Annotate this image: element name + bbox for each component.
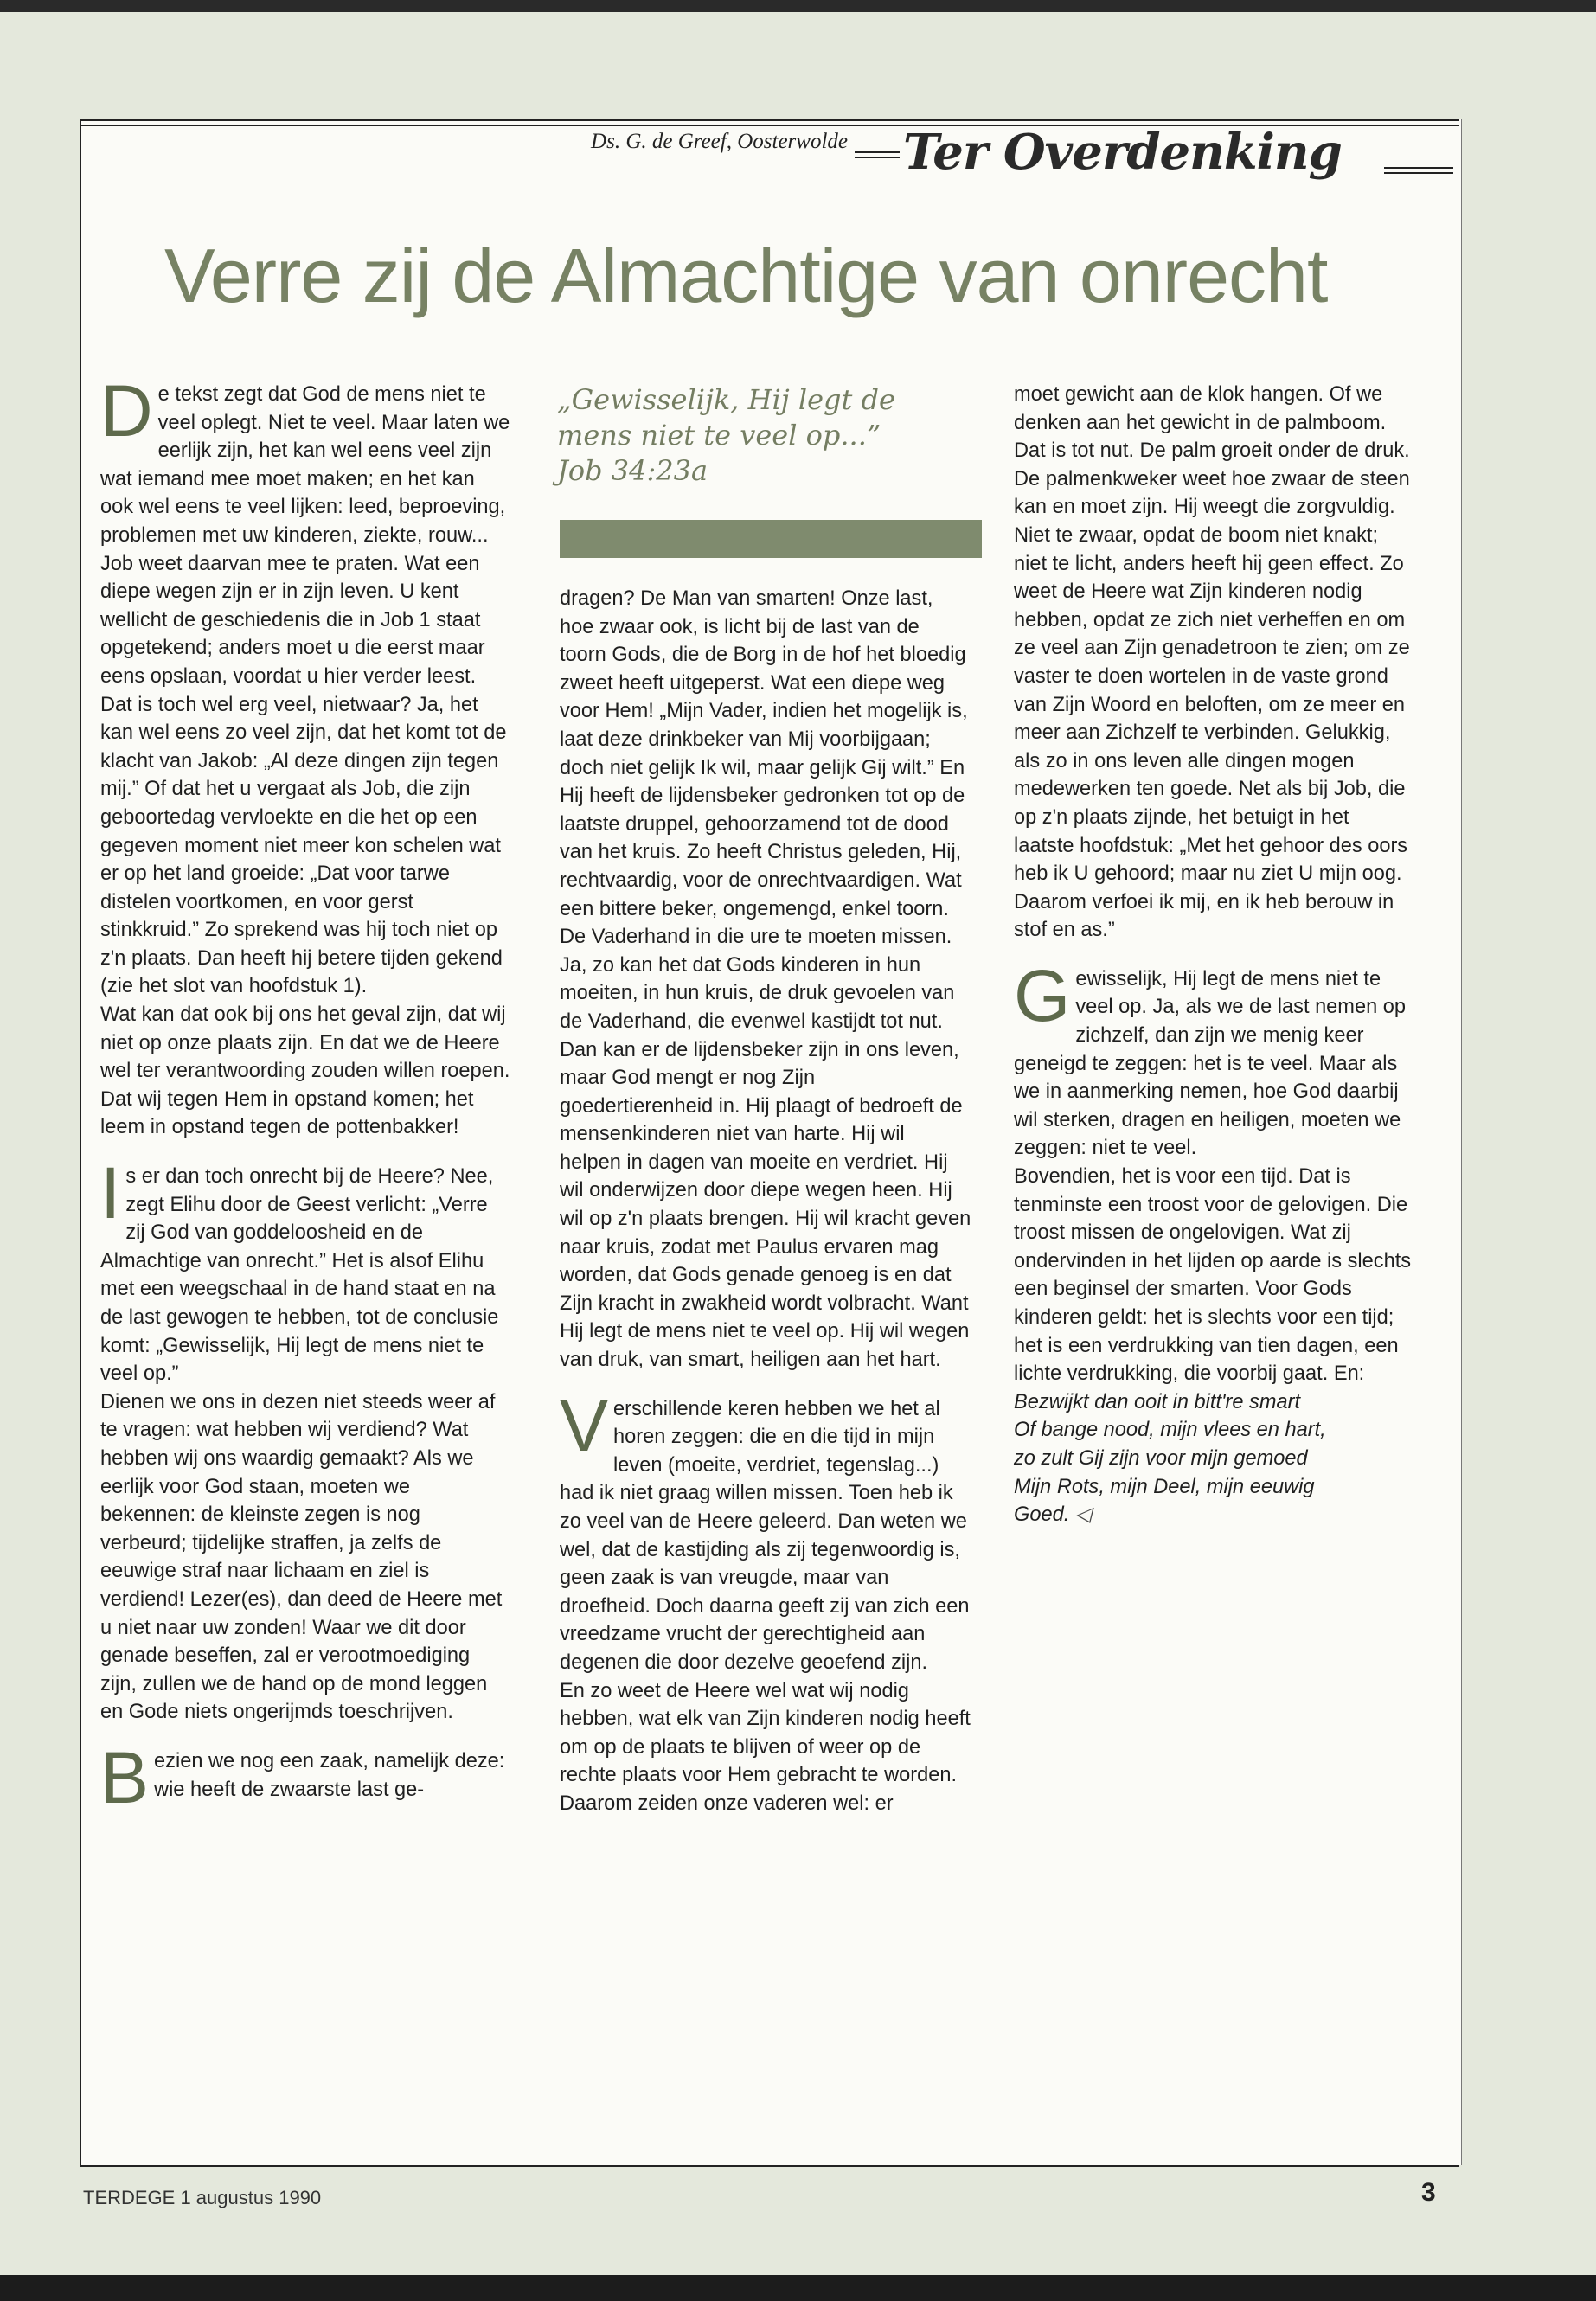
section-title-rule bbox=[1384, 167, 1453, 169]
article-column-2 bbox=[560, 585, 971, 1818]
paragraph: Dienen we ons in dezen niet steeds weer af te vragen: wat hebben wij verdiend? Wat hebben wij ons waardig gemaakt? Als we eerlijk voor God staan, moeten we bekennen: de kleinste zegen is nog verbeurd; tijdelijke straffen, ja zelfs de eeuwige straf naar lichaam en ziel is verdiend! Lezer(es), dan deed de Heere met u niet naar uw zonden! Waar we dit door genade beseffen, zal er verootmoediging zijn, zullen we de hand op de mond leggen en Gode niets ongerijmds toeschrijven. bbox=[100, 1390, 503, 1724]
pull-quote-line: mens niet te veel op...” bbox=[557, 419, 881, 452]
verse-line: zo zult Gij zijn voor mijn gemoed bbox=[1014, 1446, 1308, 1470]
verse-line-text: Goed. bbox=[1014, 1503, 1070, 1527]
scan-edge-bottom bbox=[0, 2275, 1596, 2301]
drop-cap: I bbox=[100, 1152, 121, 1234]
section-title-rule-2 bbox=[1384, 172, 1453, 174]
paragraph-text: ezien we nog een zaak, namelijk deze: wie heeft de zwaarste last ge- bbox=[154, 1749, 505, 1801]
pull-quote-bar bbox=[560, 520, 982, 558]
paragraph bbox=[100, 1152, 510, 1388]
pull-quote-line: „Gewisselijk, Hij legt de bbox=[557, 383, 895, 416]
verse-line: Of bange nood, mijn vlees en hart, bbox=[1014, 1419, 1326, 1442]
verse-line bbox=[1014, 1501, 1413, 1529]
paragraph bbox=[100, 1736, 510, 1818]
paragraph bbox=[1014, 954, 1413, 1163]
publication-footer: TERDEGE 1 augustus 1990 bbox=[83, 2187, 322, 2208]
drop-cap: G bbox=[1014, 954, 1071, 1036]
scan-edge-top bbox=[0, 0, 1596, 12]
paragraph: Daarom zeiden onze vaderen wel: er bbox=[560, 1791, 894, 1815]
paragraph: Job weet daarvan mee te praten. Wat een diepe wegen zijn er in zijn leven. U kent wellicht de geschiedenis die in Job 1 staat opgetekend; anders moet u die eerst maar eens opslaan, voordat u hier verder leest. Dat is toch wel erg veel, nietwaar? Ja, het kan wel eens zo veel zijn, dat het komt tot de klacht van Jakob: „Al deze dingen zijn tegen mij.” Of dat het u vergaat als Job, die zijn geboortedag vervloekte en die het op een gegeven moment niet meer kon schelen wat er op het land groeide: „Dat voor tarwe distelen voortkomen, en voor gerst stinkkruid.” Zo sprekend was hij toch niet op z'n plaats. Dan heeft hij betere tijden gekend (zie het slot van hoofdstuk 1). bbox=[100, 552, 507, 998]
paragraph-text: e tekst zegt dat God de mens niet te veel oplegt. Niet te veel. Maar laten we eerlijk zijn, het kan wel eens veel zijn wat iemand mee moet maken; en het kan ook wel eens te veel lijken: leed, beproeving, problemen met uw kinderen, ziekte, rouw... bbox=[100, 383, 510, 547]
verse-line: Mijn Rots, mijn Deel, mijn eeuwig bbox=[1014, 1475, 1315, 1498]
paragraph: Wat kan dat ook bij ons het geval zijn, dat wij niet op onze plaats zijn. En dat we de Heere wel ter verantwoording zouden willen roepen. Dat wij tegen Hem in opstand komen; het leem in opstand tegen de pottenbakker! bbox=[100, 1003, 510, 1139]
page-number: 3 bbox=[1421, 2178, 1436, 2207]
end-mark-icon: ◁ bbox=[1074, 1503, 1091, 1527]
article-column-1 bbox=[100, 370, 510, 1818]
verse-line: Bezwijkt dan ooit in bitt're smart bbox=[1014, 1390, 1301, 1413]
drop-cap: B bbox=[100, 1736, 150, 1818]
author-rule-2 bbox=[855, 157, 900, 158]
paragraph bbox=[560, 1384, 971, 1677]
article-column-3 bbox=[1014, 381, 1413, 1529]
psalm-verse bbox=[1014, 1388, 1413, 1529]
paragraph-text: erschillende keren hebben we het al horen zeggen: die en die tijd in mijn leven (moeite, verdriet, tegenslag...) had ik niet graag willen missen. Toen heb ik zo veel van de Heere geleerd. Dan weten we wel, dat de kastijding als zij tegenwoordig is, geen zaak is van vreugde, maar van droefheid. Doch daarna geeft zij van zich een vreedzame vrucht der gerechtigheid aan degenen die door dezelve geoefend zijn. bbox=[560, 1397, 970, 1674]
paragraph-text: ewisselijk, Hij legt de mens niet te veel op. Ja, als we de last nemen op zichzelf, dan zijn we menig keer geneigd te zeggen: het is te veel. Maar als we in aanmerking nemen, hoe God daarbij wil sterken, dragen en heiligen, moeten we zeggen: niet te veel. bbox=[1014, 967, 1407, 1160]
drop-cap: V bbox=[560, 1384, 609, 1466]
footer-rule bbox=[80, 2165, 1459, 2167]
section-title: Ter Overdenking bbox=[903, 124, 1342, 181]
paragraph: Bovendien, het is voor een tijd. Dat is tenminste een troost voor de gelovigen. Die troost missen de ongelovigen. Wat zij ondervinden in het lijden op aarde is slechts een beginsel der smarten. Voor Gods kinderen geldt: het is slechts voor een tijd; het is een verdrukking van tien dagen, een lichte verdrukking, die voorbij gaat. En: bbox=[1014, 1165, 1412, 1386]
author-rule bbox=[855, 151, 900, 153]
paragraph: En zo weet de Heere wel wat wij nodig hebben, wat elk van Zijn kinderen nodig heeft om op de plaats te blijven of weer op de rechte plaats voor Hem gebracht te worden. bbox=[560, 1679, 971, 1787]
author-byline: Ds. G. de Greef, Oosterwolde bbox=[591, 130, 848, 153]
article-headline: Verre zij de Almachtige van onrecht bbox=[164, 233, 1328, 318]
pull-quote bbox=[557, 382, 964, 489]
paragraph: moet gewicht aan de klok hangen. Of we denken aan het gewicht in de palmboom. Dat is tot nut. De palm groeit onder de druk. De palmenkweker weet hoe zwaar de steen kan en moet zijn. Hij weegt die zorgvuldig. Niet te zwaar, opdat de boom niet knakt; niet te licht, anders heeft hij geen effect. Zo weet de Heere wat Zijn kinderen nodig hebben, opdat ze zich niet verheffen en om ze veel aan Zijn genadetroon te zien; om ze vaster te doen wortelen in de vaste grond van Zijn Woord en beloften, om ze meer en meer aan Zichzelf te verbinden. Gelukkig, als zo in ons leven alle dingen mogen medewerken ten goede. Net als bij Job, die op z'n plaats zijnde, het betuigt in het laatste hoofdstuk: „Met het gehoor des oors heb ik U gehoord; maar nu ziet U mijn oog. Daarom verfoei ik mij, en ik heb berouw in stof en as.” bbox=[1014, 383, 1410, 942]
pull-quote-reference: Job 34:23a bbox=[557, 454, 708, 487]
paragraph: De Vaderhand in die ure te moeten missen. Ja, zo kan het dat Gods kinderen in hun moeiten, in hun kruis, de druk gevoelen van de Vaderhand, die evenwel kastijdt tot nut. Dan kan er de lijdensbeker zijn in ons leven, maar God mengt er nog Zijn goedertierenheid in. Hij plaagt of bedroeft de mensenkinderen niet van harte. Hij wil helpen in dagen van moeite en verdriet. Hij wil onderwijzen door diepe wegen heen. Hij wil op z'n plaats brengen. Hij wil kracht geven naar kruis, zodat met Paulus ervaren mag worden, dat Gods genade genoeg is en dat Zijn kracht in zwakheid wordt volbracht. Want Hij legt de mens niet te veel op. Hij wil wegen van druk, van smart, heiligen aan het hart. bbox=[560, 926, 971, 1372]
drop-cap: D bbox=[100, 370, 153, 452]
paragraph-text: s er dan toch onrecht bij de Heere? Nee, zegt Elihu door de Geest verlicht: „Verre zij God van goddeloosheid en de Almachtige van onrecht.” Het is alsof Elihu met een weegschaal in de hand staat en na de last gewogen te hebben, tot de conclusie komt: „Gewisselijk, Hij legt de mens niet te veel op.” bbox=[100, 1165, 499, 1386]
paragraph: dragen? De Man van smarten! Onze last, hoe zwaar ook, is licht bij de last van de toorn Gods, die de Borg in de hof het bloedig zweet heeft uitgeperst. Wat een diepe weg voor Hem! „Mijn Vader, indien het mogelijk is, laat deze drinkbeker van Mij voorbijgaan; doch niet gelijk Ik wil, maar gelijk Gij wilt.” En Hij heeft de lijdensbeker gedronken tot op de laatste druppel, gehoorzamend tot de dood van het kruis. Zo heeft Christus geleden, Hij, rechtvaardig, voor de onrechtvaardigen. Wat een bittere beker, ongemengd, enkel toorn. bbox=[560, 587, 968, 920]
header-rule-top bbox=[80, 119, 1459, 121]
paragraph bbox=[100, 370, 510, 550]
